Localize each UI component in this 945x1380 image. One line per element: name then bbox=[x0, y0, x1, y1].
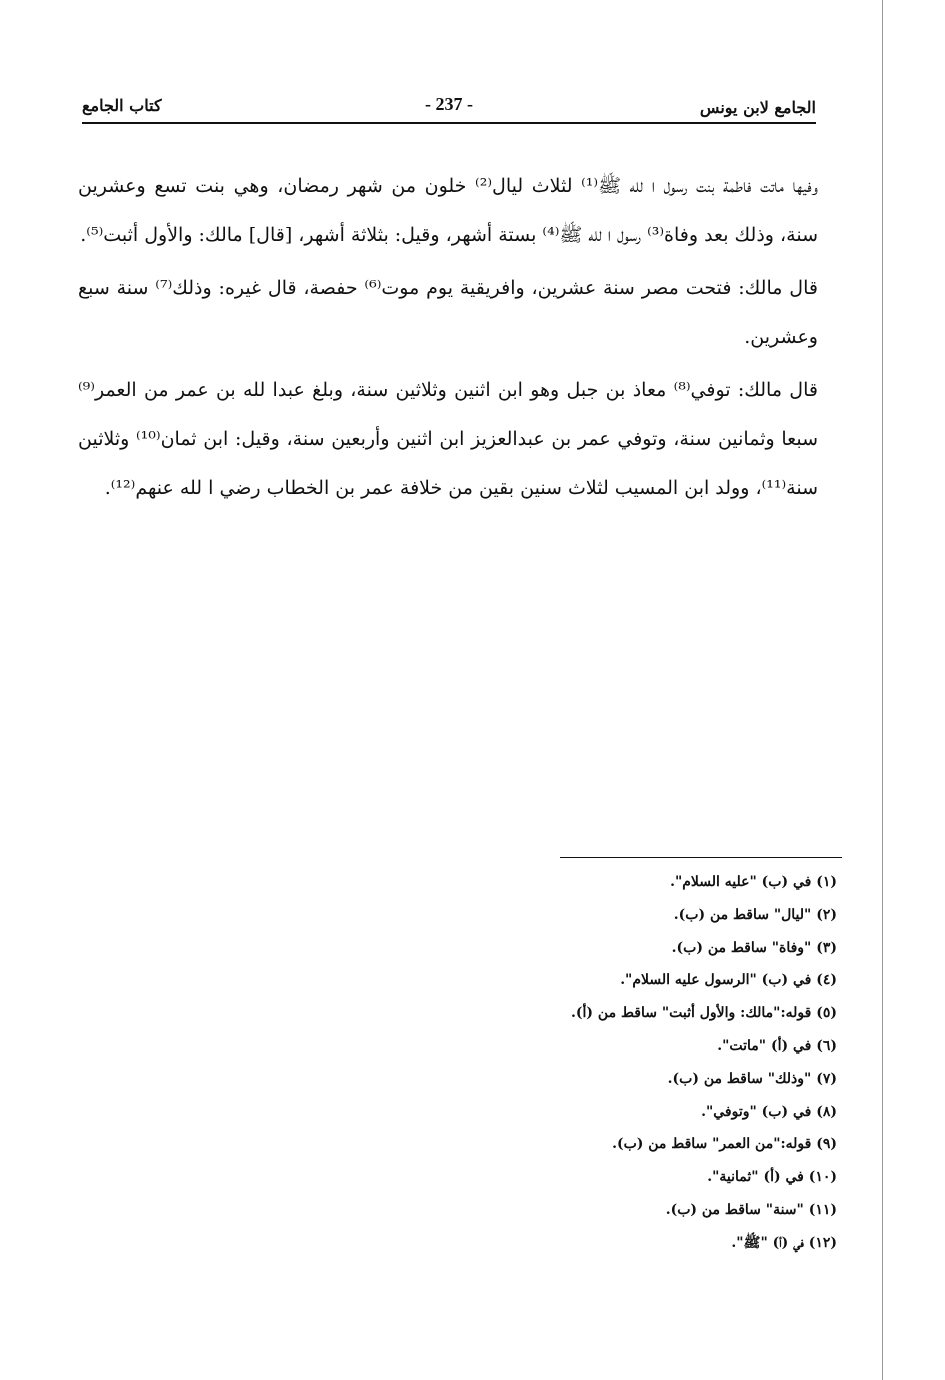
footnote: (٩) قوله:"من العمر" ساقط من (ب). bbox=[612, 1136, 837, 1153]
header-book-title: الجامع لابن يونس bbox=[699, 98, 816, 117]
page-number: - 237 - bbox=[425, 94, 473, 114]
paragraph: وفيها ماتت فاطمة بنت رسول ا لله ﷺ⁽¹⁾ لثلاث ليال⁽²⁾ خلون من شهر رمضان، وهي بنت تسع وعشرين سنة، وذلك بعد وفاة⁽³⁾ رسول ا لله ﷺ⁽⁴⁾ بستة أشهر، وقيل: بثلاثة أشهر، [قال] مالك: والأول أثبت⁽⁵⁾. bbox=[78, 175, 818, 246]
footnote: (٣) "وفاة" ساقط من (ب). bbox=[671, 939, 837, 956]
footnote: (٨) في (ب) "وتوفي". bbox=[701, 1103, 837, 1120]
paragraph: قال مالك: توفي⁽⁸⁾ معاذ بن جبل وهو ابن اثنين وثلاثين سنة، وبلغ عبدا لله بن عمر من العمر⁽⁹⁾ سبعا وثمانين سنة، وتوفي عمر بن عبدالعزيز ابن اثنين وأربعين سنة، وقيل: ابن ثمان⁽¹⁰⁾ وثلاثين سنة⁽¹¹⁾، وولد ابن المسيب لثلاث سنين بقين من خلافة عمر بن الخطاب رضي ا لله عنهم⁽¹²⁾. bbox=[78, 379, 818, 499]
footnote: (١٢) في (أ) "ﷺ". bbox=[731, 1234, 837, 1251]
header-chapter-title: كتاب الجامع bbox=[82, 96, 162, 115]
running-header bbox=[82, 92, 816, 124]
footnote: (١) في (ب) "عليه السلام". bbox=[670, 874, 837, 890]
footnote: (١٠) في (أ) "ثمانية". bbox=[707, 1169, 837, 1186]
footnote: (٥) قوله:"مالك: والأول أثبت" ساقط من (أ). bbox=[571, 1005, 837, 1022]
footnote: (١١) "سنة" ساقط من (ب). bbox=[665, 1201, 837, 1218]
footnote-separator bbox=[560, 857, 842, 858]
footnote: (٧) "وذلك" ساقط من (ب). bbox=[667, 1070, 837, 1087]
footnote: (٤) في (ب) "الرسول عليه السلام". bbox=[620, 972, 837, 989]
footnote: (٢) "ليال" ساقط من (ب). bbox=[673, 906, 837, 923]
footnotes bbox=[360, 866, 837, 1260]
footnote: (٦) في (أ) "ماتت". bbox=[717, 1037, 837, 1054]
main-text bbox=[78, 162, 846, 513]
paragraph: قال مالك: فتحت مصر سنة عشرين، وافريقية يوم موت⁽⁶⁾ حفصة، قال غيره: وذلك⁽⁷⁾ سنة سبع وعشرين. bbox=[78, 277, 818, 348]
page-margin-line bbox=[882, 0, 883, 1380]
